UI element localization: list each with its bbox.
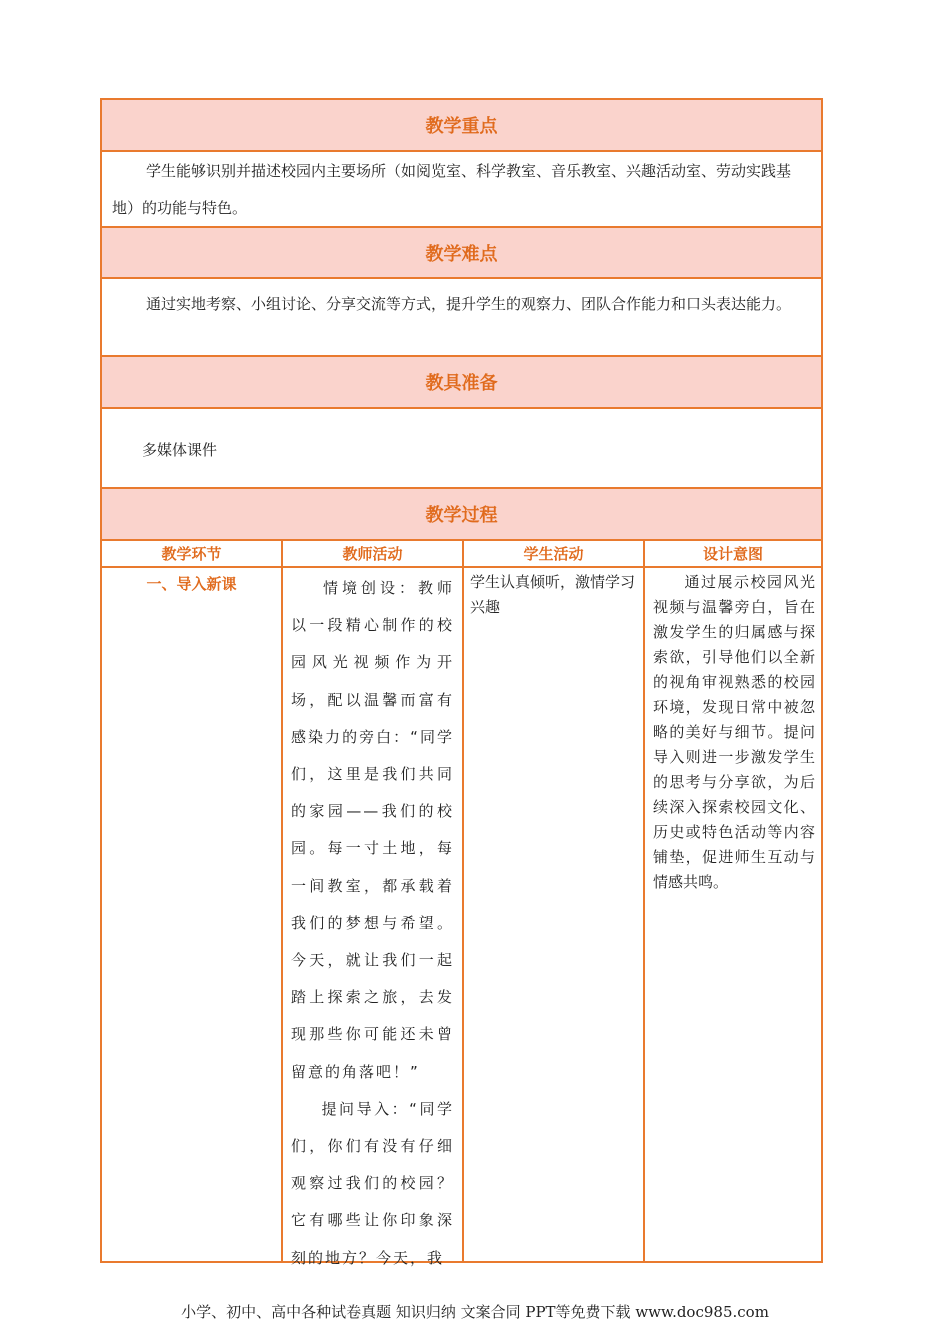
difficulties-text: 通过实地考察、小组讨论、分享交流等方式，提升学生的观察力、团队合作能力和口头表达能力。 xyxy=(146,295,792,313)
stage-cell xyxy=(100,566,283,1263)
teacher-text-1: 情境创设：教师以一段精心制作的校园风光视频作为开场，配以温馨而富有感染力的旁白：“同学们，这里是我们共同的家园——我们的校园。每一寸土地，每一间教室，都承载着我们的梦想与希望。今天，就让我们一起踏上探索之旅，去发现那些你可能还未曾留意的角落吧！” xyxy=(291,579,454,1081)
materials-text: 多媒体课件 xyxy=(142,441,218,459)
teacher-paragraph-1 xyxy=(291,570,454,1091)
header-student: 学生活动 xyxy=(462,539,645,568)
process-heading xyxy=(100,487,823,541)
teacher-text-2: 提问导入：“同学们，你们有没有仔细观察过我们的校园？它有哪些让你印象深刻的地方？今天，我 xyxy=(291,1099,454,1267)
materials-cell xyxy=(100,407,823,489)
teacher-activity-cell xyxy=(281,566,464,1267)
key-points-heading xyxy=(100,98,823,152)
header-teacher: 教师活动 xyxy=(281,539,464,568)
intent-text: 通过展示校园风光视频与温馨旁白，旨在激发学生的归属感与探索欲，引导他们以全新的视角审视熟悉的校园环境，发现日常中被忽略的美好与细节。提问导入则进一步激发学生的思考与分享欲，为后续深入探索校园文化、历史或特色活动等内容铺垫，促进师生互动与情感共鸣。 xyxy=(653,573,815,891)
stage-text: 一、导入新课 xyxy=(146,575,237,593)
difficulties-title: 教学难点 xyxy=(425,243,498,265)
teacher-paragraph-2 xyxy=(291,1091,454,1277)
key-points-cell xyxy=(100,150,823,228)
student-activity-cell xyxy=(462,566,645,1263)
process-title: 教学过程 xyxy=(425,505,498,526)
key-points-title: 教学重点 xyxy=(425,116,498,137)
difficulties-cell xyxy=(100,277,823,357)
header-intent: 设计意图 xyxy=(643,539,823,568)
header-stage: 教学环节 xyxy=(100,539,283,568)
materials-title: 教具准备 xyxy=(425,373,498,394)
design-intent-cell xyxy=(643,566,823,1263)
difficulties-heading xyxy=(100,226,823,279)
page-footer: 小学、初中、高中各种试卷真题 知识归纳 文案合同 PPT等免费下载 www.doc985.com xyxy=(181,1303,769,1321)
materials-heading xyxy=(100,355,823,409)
key-points-text: 学生能够识别并描述校园内主要场所（如阅览室、科学教室、音乐教室、兴趣活动室、劳动实践基地）的功能与特色。 xyxy=(112,162,792,217)
student-text: 学生认真倾听，激情学习兴趣 xyxy=(470,573,636,616)
